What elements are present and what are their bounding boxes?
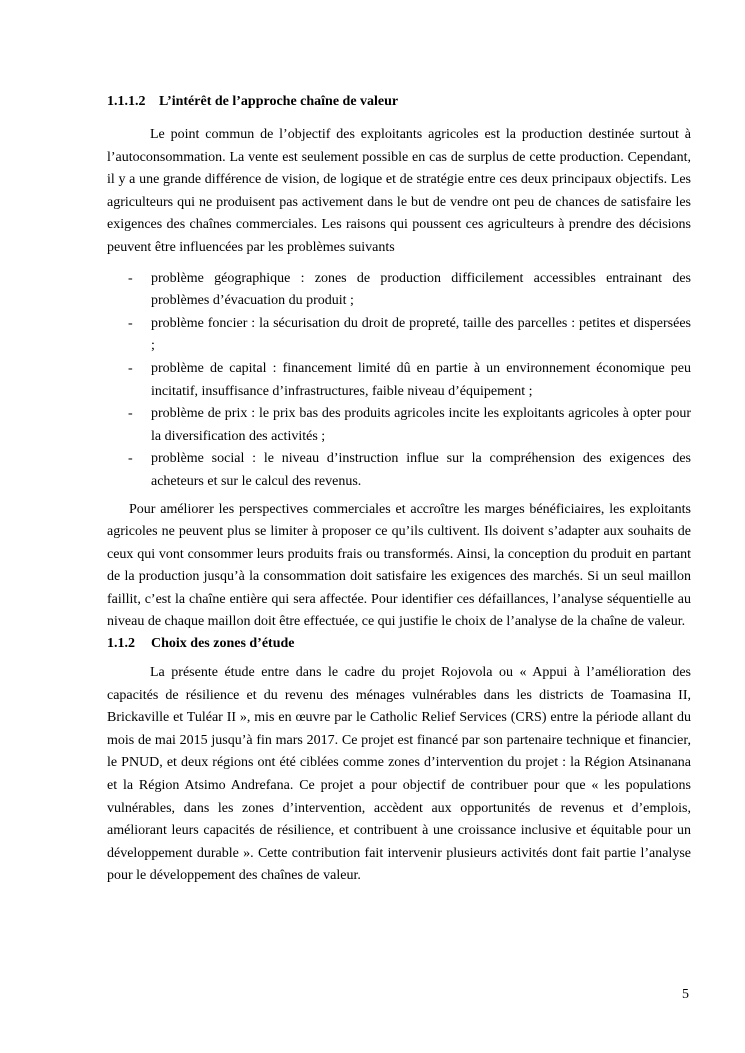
section-title: Choix des zones d’étude	[151, 636, 295, 652]
list-item-text: problème social : le niveau d’instruction influe sur la compréhension des exigences des acheteurs et sur le calcul des revenus.	[151, 451, 691, 489]
bullet-dash: -	[128, 270, 133, 286]
bullet-dash: -	[128, 451, 133, 467]
section-number: 1.1.2	[107, 636, 135, 652]
list-item-text: problème de prix : le prix bas des produits agricoles incite les exploitants agricoles à opter pour la diversification des activités ;	[151, 406, 691, 444]
list-item	[107, 448, 691, 493]
study-zones-paragraph: La présente étude entre dans le cadre du projet Rojovola ou « Appui à l’amélioration des capacités de résilience et du revenu des ménages vulnérables dans les districts de Toamasina II, Brickaville et Tuléar II », mis en œuvre par le Catholic Relief Services (CRS) entre la période allant du mois de mai 2015 jusqu’à fin mars 2017. Ce projet est financé par son partenaire technique et financier, le PNUD, et deux régions ont été ciblées comme zones d’intervention du projet : la Région Atsinanana et la Région Atsimo Andrefana. Ce projet a pour objectif de contribuer pour que « les populations vulnérables, dans les zones d’intervention, accèdent aux opportunités de revenus et d’emplois, améliorant leurs capacités de résilience, et contribuent à une croissance inclusive et équitable pour un développement durable ». Cette contribution fait intervenir plusieurs activités dont fait partie l’analyse pour le développement des chaînes de valeur.	[107, 665, 691, 884]
page-content	[107, 92, 691, 888]
list-item	[107, 313, 691, 358]
list-item	[107, 403, 691, 448]
section-heading-1-1-1-2	[107, 92, 691, 112]
bullet-dash: -	[128, 406, 133, 422]
conclusion-paragraph: Pour améliorer les perspectives commerciales et accroître les marges bénéficiaires, les exploitants agricoles ne peuvent plus se limiter à proposer ce qu’ils cultivent. Ils doivent s’adapter aux souhaits de ceux qui vont consommer leurs produits frais ou transformés. Ainsi, la conception du produit en partant de la production jusqu’à la consommation doit satisfaire les exigences des marchés. Si un seul maillon faillit, c’est la chaîne entière qui sera affectée. Pour identifier ces défaillances, l’analyse séquentielle au niveau de chaque maillon doit être effectuée, ce qui justifie le choix de l’analyse de la chaîne de valeur.	[107, 501, 691, 630]
bullet-dash: -	[128, 360, 133, 376]
list-item	[107, 358, 691, 403]
section-heading-1-1-2	[107, 634, 691, 654]
page-number: 5	[682, 987, 689, 1002]
list-item	[107, 268, 691, 313]
section-number: 1.1.1.2	[107, 94, 146, 109]
bullet-dash: -	[128, 315, 133, 331]
list-item-text: problème de capital : financement limité dû en partie à un environnement économique peu incitatif, insuffisance d’infrastructures, faible niveau d’équipement ;	[151, 360, 691, 399]
intro-paragraph: Le point commun de l’objectif des exploitants agricoles est la production destinée surtout à l’autoconsommation. La vente est seulement possible en cas de surplus de cette production. Cependant, il y a une grande différence de vision, de logique et de stratégie entre ces deux principaux objectifs. Les agriculteurs qui ne produisent pas activement dans le but de vendre ont peu de chances de satisfaire les exigences des chaînes commerciales. Les raisons qui poussent ces agriculteurs à prendre des décisions peuvent être influencées par les problèmes suivants	[107, 127, 691, 255]
list-item-text: problème foncier : la sécurisation du droit de propreté, taille des parcelles : petites et dispersées ;	[151, 315, 691, 354]
section-title: L’intérêt de l’approche chaîne de valeur	[159, 94, 399, 109]
list-item-text: problème géographique : zones de production difficilement accessibles entrainant des problèmes d’évacuation du produit ;	[151, 270, 691, 309]
problems-list	[107, 268, 691, 494]
